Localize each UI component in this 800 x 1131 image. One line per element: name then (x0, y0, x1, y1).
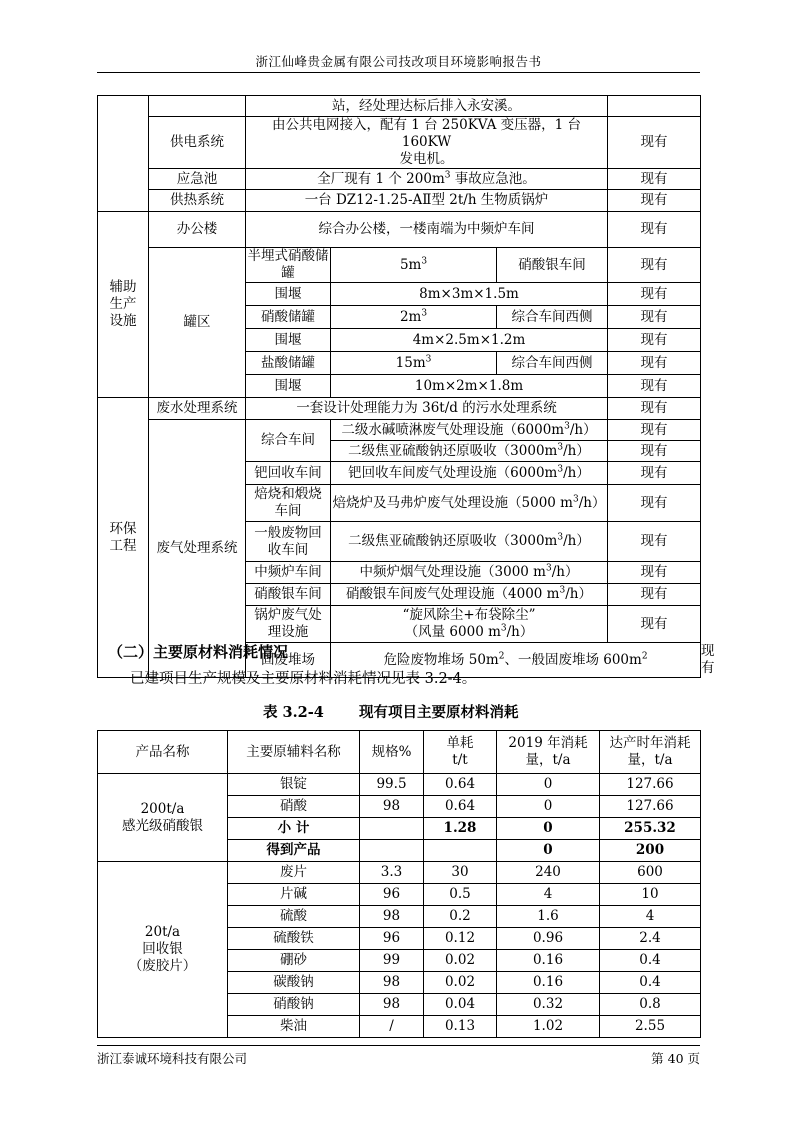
cell: 0.4 (600, 950, 701, 972)
cell-value: 5m (399, 256, 422, 273)
cell (424, 840, 497, 862)
cell: 0 (497, 774, 600, 796)
cell: 2.4 (600, 928, 701, 950)
cell (331, 248, 497, 283)
engineering-table (97, 95, 715, 678)
header-rule (97, 72, 700, 73)
cell: 4m×2.5m×1.2m (331, 329, 608, 352)
cell: 硝酸储罐 (246, 306, 331, 329)
cell: 供热系统 (149, 190, 246, 212)
cell: 柴油 (228, 1016, 360, 1038)
table-row (98, 248, 701, 283)
cell: 0.16 (497, 950, 600, 972)
cell: 焙烧炉及马弗炉废气处理设施（5000 $m^3/h$） (331, 485, 608, 522)
cell: 现有 (608, 306, 701, 329)
header-cell: 2019 年消耗 量，t/a (497, 731, 600, 774)
cell: 综合车间 (246, 420, 331, 462)
cell: 现有 (608, 441, 701, 462)
cell: 255.32 (600, 818, 701, 840)
table-row (98, 398, 701, 420)
cell: 现有 (608, 190, 701, 212)
cell: 现有 (608, 398, 701, 420)
cell: 4 (497, 884, 600, 906)
page-number: 第 40 页 (651, 1051, 700, 1066)
cell: 综合车间西侧 (497, 352, 608, 375)
cell: 0.64 (424, 796, 497, 818)
cell: 碳酸钠 (228, 972, 360, 994)
cell: 0.02 (424, 972, 497, 994)
cell: 现有 (608, 248, 701, 283)
header-cell: 单耗 t/t (424, 731, 497, 774)
cell: 0.2 (424, 906, 497, 928)
cell: 10 (600, 884, 701, 906)
cell: 98 (360, 972, 424, 994)
cell: 127.66 (600, 774, 701, 796)
cell: 供电系统 (149, 117, 246, 169)
cell: 固废堆场 (246, 643, 331, 678)
cell: 现有 (608, 169, 701, 190)
table-row (98, 862, 701, 884)
cell: 96 (360, 884, 424, 906)
cell: 硝酸银车间 (497, 248, 608, 283)
table-row (98, 420, 701, 441)
cell: 围堰 (246, 329, 331, 352)
cell: 现有 (608, 522, 701, 562)
header-cell: 主要原辅料名称 (228, 731, 360, 774)
cell: 焙烧和煅烧 车间 (246, 485, 331, 522)
cell: 0.96 (497, 928, 600, 950)
cell: 3.3 (360, 862, 424, 884)
cell: 0 (497, 796, 600, 818)
cell: 99 (360, 950, 424, 972)
cell: 200 (600, 840, 701, 862)
cell: 废片 (228, 862, 360, 884)
cell: 现有 (608, 485, 701, 522)
cell: 0.16 (497, 972, 600, 994)
cell: 围堰 (246, 375, 331, 398)
cell: 综合办公楼，一楼南端为中频炉车间 (246, 212, 608, 248)
cell: 1.6 (497, 906, 600, 928)
cell: 钯回收车间 (246, 462, 331, 485)
table-row (98, 169, 701, 190)
cell: 片碱 (228, 884, 360, 906)
cell: 中频炉烟气处理设施（3000 $m^3/h$） (331, 562, 608, 584)
cell: 98 (360, 796, 424, 818)
table-header-row (98, 731, 701, 774)
table-row: 固废堆场 危险废物堆场 $50m^2$、一般固废堆场 $600m^2$ 现有 (98, 643, 701, 678)
cell (360, 840, 424, 862)
cell: 围堰 (246, 283, 331, 306)
cell: 98 (360, 994, 424, 1016)
cell: 中频炉车间 (246, 562, 331, 584)
cell: 半埋式硝酸储罐 (247, 248, 329, 281)
cell: 1.28 (424, 818, 497, 840)
cell: 硝酸 (228, 796, 360, 818)
category-cell: 辅助 生产 设施 (98, 212, 149, 398)
cell: 现有 (608, 329, 701, 352)
cell: 10m×2m×1.8m (331, 375, 608, 398)
cell: 废水处理系统 (149, 398, 246, 420)
materials-table (97, 730, 701, 1038)
table-row (98, 190, 701, 212)
cell: 99.5 (360, 774, 424, 796)
caption-name: 现有项目主要原材料消耗 (359, 704, 519, 721)
cell: 98 (360, 906, 424, 928)
cell: 废气处理系统 (149, 420, 246, 678)
cell: $15m^3$ (331, 352, 497, 375)
cell: 站，经处理达标后排入永安溪。 (246, 96, 608, 117)
cell: 现有 (608, 584, 701, 606)
cell: 银锭 (228, 774, 360, 796)
cell: 0.5 (424, 884, 497, 906)
cell: 由公共电网接入，配有 1 台 250KVA 变压器，1 台 160KW 发电机。 (246, 117, 608, 169)
cell: 硫酸铁 (228, 928, 360, 950)
header-cell: 规格% (360, 731, 424, 774)
cell: 0 (497, 840, 600, 862)
category-cell: 环保 工程 (98, 398, 149, 678)
page-header: 浙江仙峰贵金属有限公司技改项目环境影响报告书 (255, 54, 542, 69)
cell: 现有 (608, 462, 701, 485)
cell: 现有 (608, 562, 701, 584)
cell: 4 (600, 906, 701, 928)
cell: 2.55 (600, 1016, 701, 1038)
cell: 应急池 (149, 169, 246, 190)
footer-rule (97, 1045, 700, 1046)
product-cell: 200t/a 感光级硝酸银 (98, 774, 228, 862)
cell: 600 (600, 862, 701, 884)
cell: 现有 (608, 352, 701, 375)
cell: 锅炉废气处 理设施 (246, 606, 331, 643)
cell: 现有 (608, 212, 701, 248)
cell: 罐区 (149, 248, 246, 398)
table-row (98, 774, 701, 796)
cell: 硝酸银车间废气处理设施（4000 $m^3/h$） (331, 584, 608, 606)
cell: 0.8 (600, 994, 701, 1016)
cell: 二级水碱喷淋废气处理设施$(6000m^3/h)$ (331, 420, 608, 441)
cell: 1.02 (497, 1016, 600, 1038)
cell (360, 818, 424, 840)
cell: 0.64 (424, 774, 497, 796)
cell: 30 (424, 862, 497, 884)
cell: 盐酸储罐 (246, 352, 331, 375)
cell: 96 (360, 928, 424, 950)
table-row (98, 96, 701, 117)
cell: 钯回收车间废气处理设施$(6000m^3/h)$ (331, 462, 608, 485)
cell: 0.02 (424, 950, 497, 972)
cell: 硫酸 (228, 906, 360, 928)
cell: 小 计 (228, 818, 360, 840)
cell: 现有 (608, 283, 701, 306)
cell: 得到产品 (228, 840, 360, 862)
footer-company: 浙江泰诚环境科技有限公司 (97, 1051, 248, 1066)
cell: 0 (497, 818, 600, 840)
cell: 127.66 (600, 796, 701, 818)
cell: 现有 (608, 375, 701, 398)
cell: 危险废物堆场 $50m^2$、一般固废堆场 $600m^2$ (331, 643, 701, 678)
cell: 一台 DZ12-1.25-AⅡ型 2t/h 生物质锅炉 (246, 190, 608, 212)
cell: 8m×3m×1.5m (331, 283, 608, 306)
cell: 二级焦亚硫酸钠还原吸收$(3000m^3/h)$ (331, 522, 608, 562)
header-cell: 产品名称 (98, 731, 228, 774)
cell: 二级焦亚硫酸钠还原吸收$(3000m^3/h)$ (331, 441, 608, 462)
cell: $2m^3$ (331, 306, 497, 329)
table-row (98, 117, 701, 169)
cell: 240 (497, 862, 600, 884)
cell: 0.32 (497, 994, 600, 1016)
cell: 0.4 (600, 972, 701, 994)
cell: 0.04 (424, 994, 497, 1016)
cell: 现有 (608, 420, 701, 441)
cell: 办公楼 (149, 212, 246, 248)
product-cell: 20t/a 回收银 （废胶片） (98, 862, 228, 1038)
cell: 硝酸钠 (228, 994, 360, 1016)
cell: 现有 (608, 606, 701, 643)
cell: 硼砂 (228, 950, 360, 972)
caption-number: 表 3.2-4 (263, 704, 324, 721)
cell: 硝酸银车间 (246, 584, 331, 606)
section-title: （二）主要原材料消耗情况 (108, 643, 289, 661)
cell: / (360, 1016, 424, 1038)
cell: 0.12 (424, 928, 497, 950)
table-row (98, 212, 701, 248)
paragraph: 已建项目生产规模及主要原材料消耗情况见表 3.2-4。 (130, 671, 477, 687)
cell: 现有 (608, 117, 701, 169)
cell-sup: 3 (421, 256, 428, 266)
cell: “旋风除尘+布袋除尘” （风量 6000 $m^3/h$） (331, 606, 608, 643)
cell: 一般废物回 收车间 (246, 522, 331, 562)
cell: 一套设计处理能力为 36t/d 的污水处理系统 (246, 398, 608, 420)
cell: 综合车间西侧 (497, 306, 608, 329)
header-cell: 达产时年消耗 量，t/a (600, 731, 701, 774)
cell: 全厂现有 1 个 $200m^3$ 事故应急池。 (246, 169, 608, 190)
cell: 0.13 (424, 1016, 497, 1038)
